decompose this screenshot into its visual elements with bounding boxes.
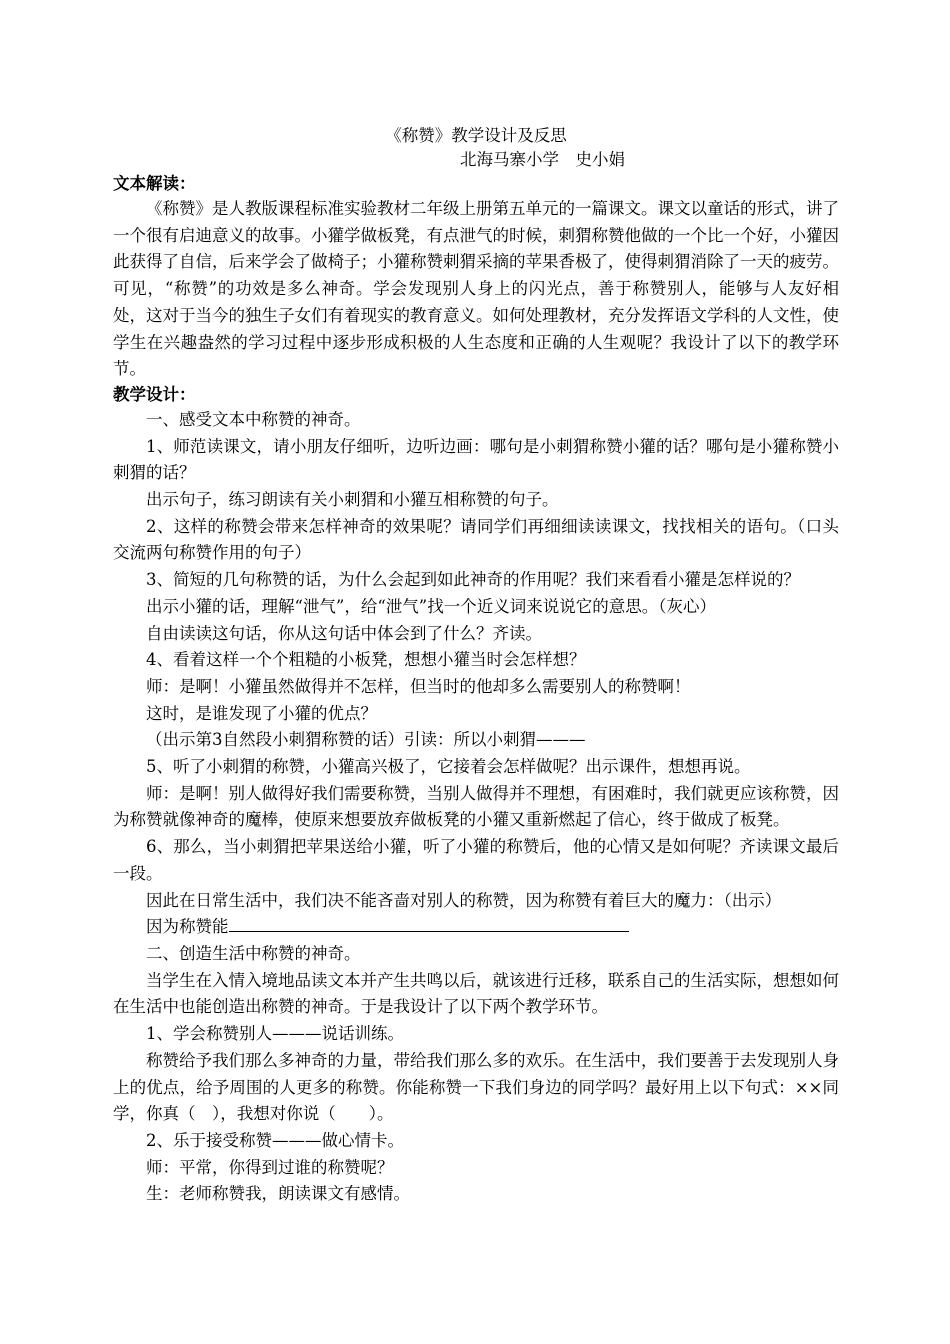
paragraph: 出示小獾的话，理解“泄气”，给“泄气”找一个近义词来说说它的意思。（灰心） (146, 596, 716, 616)
paragraph: 自由读读这句话，你从这句话中体会到了什么？齐读。 (146, 623, 542, 643)
paragraph: 当学生在入情入境地品读文本并产生共鸣以后，就该进行迁移，联系自己的生活实际，想想如何在生活中也能创造出称赞的神奇。于是我设计了以下两个教学环节。 (113, 970, 839, 1017)
paragraph: 5、听了小刺猬的称赞，小獾高兴极了，它接着会怎样做呢？出示课件，想想再说。 (146, 757, 751, 777)
paragraph: 6、那么，当小刺猬把苹果送给小獾，听了小獾的称赞后，他的心情又是如何呢？齐读课文最后一段。 (113, 837, 839, 883)
paragraph: 2、乐于接受称赞———做心情卡。 (146, 1130, 404, 1150)
paragraph: 2、这样的称赞会带来怎样神奇的效果呢？请同学们再细细读读课文，找找相关的语句。（口头交流两句称赞作用的句子） (113, 516, 839, 563)
blank-underline (229, 915, 629, 932)
paragraph: 1、学会称赞别人———说话训练。 (146, 1024, 404, 1044)
fill-in-blank-line (113, 914, 839, 941)
paragraph: 师：平常，你得到过谁的称赞呢？ (146, 1157, 394, 1177)
paragraph: 生：老师称赞我，朗读课文有感情。 (146, 1184, 410, 1204)
paragraph: 师：是啊！小獾虽然做得并不怎样，但当时的他却多么需要别人的称赞啊！ (146, 676, 691, 696)
paragraph: 师：是啊！别人做得好我们需要称赞，当别人做得并不理想，有困难时，我们就更应该称赞，因为称赞就像神奇的魔棒，使原来想要放弃做板凳的小獾又重新燃起了信心，终于做成了板凳。 (113, 783, 839, 830)
paragraph: （出示第3自然段小刺猬称赞的话）引读：所以小刺猬——— (146, 730, 586, 750)
paragraph: 3、简短的几句称赞的话，为什么会起到如此神奇的作用呢？我们来看看小獾是怎样说的？ (146, 570, 800, 590)
document-author: 北海马寨小学 史小娟 (460, 150, 625, 169)
section-heading-text-analysis: 文本解读： (113, 174, 196, 193)
paragraph: 《称赞》是人教版课程标准实验教材二年级上册第五单元的一篇课文。课文以童话的形式，讲了一个很有启迪意义的故事。小獾学做板凳，有点泄气的时候，刺猬称赞他做的一个比一个好，小獾因此获得了自信，后来学会了做椅子；小獾称赞刺猬采摘的苹果香极了，使得刺猬消除了一天的疲劳。可见，“称赞”的功效是多么神奇。学会发现别人身上的闪光点，善于称赞别人，能够与人友好相处，这对于当今的独生子女们有着现实的教育意义。如何处理教材，充分发挥语文学科的人文性，使学生在兴趣盎然的学习过程中逐步形成积极的人生态度和正确的人生观呢？我设计了以下的教学环节。 (113, 199, 839, 379)
fill-in-blank-prompt: 因为称赞能 (146, 917, 229, 937)
document-body (113, 124, 839, 1208)
paragraph: 1、师范读课文，请小朋友仔细听，边听边画：哪句是小刺猬称赞小獾的话？哪句是小獾称赞小刺猬的话？ (113, 436, 839, 483)
paragraph: 称赞给予我们那么多神奇的力量，带给我们那么多的欢乐。在生活中，我们要善于去发现别人身上的优点，给予周围的人更多的称赞。你能称赞一下我们身边的同学吗？最好用上以下句式：××同学，你真（ ），我想对你说（ ）。 (113, 1050, 839, 1124)
paragraph: 4、看着这样一个个粗糙的小板凳，想想小獾当时会怎样想？ (146, 650, 586, 670)
section-heading-teaching-design: 教学设计： (113, 384, 196, 404)
paragraph: 一、感受文本中称赞的神奇。 (146, 409, 361, 429)
document-title: 《称赞》教学设计及反思 (385, 126, 567, 145)
paragraph: 二、创造生活中称赞的神奇。 (146, 943, 361, 963)
paragraph: 出示句子，练习朗读有关小刺猬和小獾互相称赞的句子。 (146, 490, 559, 510)
paragraph: 因此在日常生活中，我们决不能吝啬对别人的称赞，因为称赞有着巨大的魔力：（出示） (146, 890, 782, 910)
paragraph: 这时，是谁发现了小獾的优点？ (146, 703, 377, 723)
